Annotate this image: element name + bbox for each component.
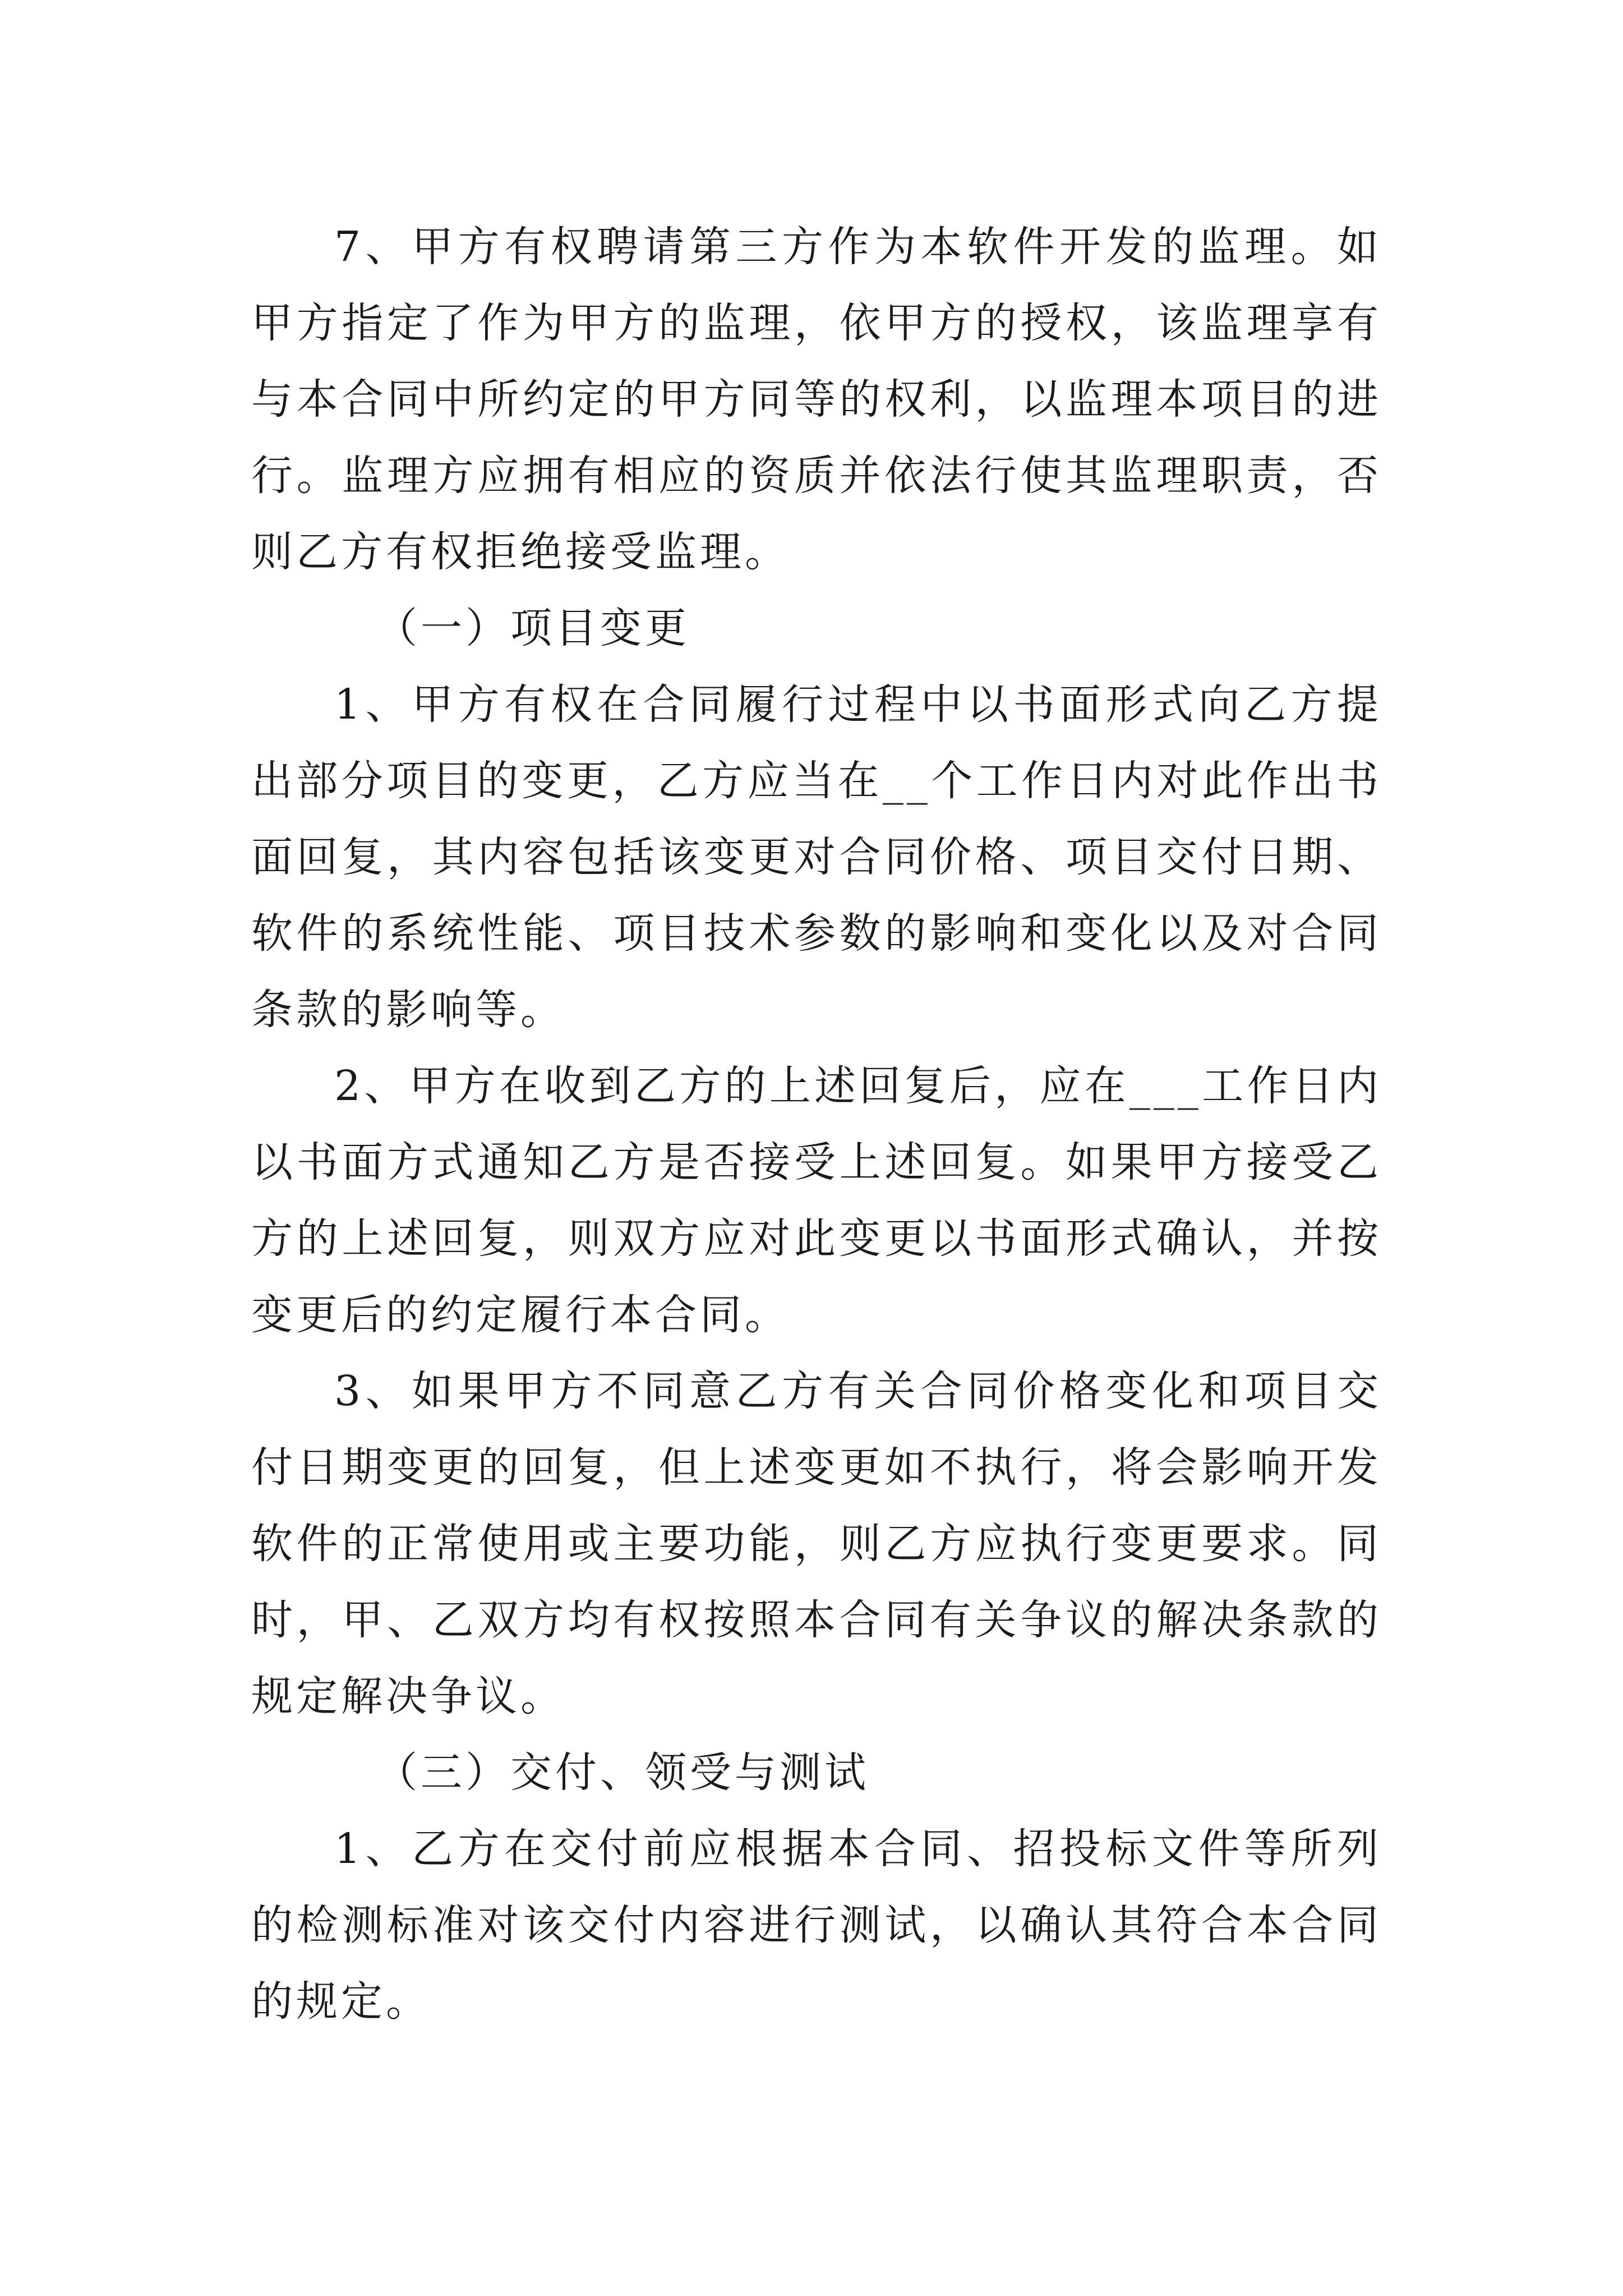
paragraph-supervision: 7、甲方有权聘请第三方作为本软件开发的监理。如甲方指定了作为甲方的监理，依甲方的授权，该监理享有与本合同中所约定的甲方同等的权利，以监理本项目的进行。监理方应拥有相应的资质并依法行使其监理职责，否则乙方有权拒绝接受监理。 xyxy=(251,223,1382,576)
paragraph-change-response: 2、甲方在收到乙方的上述回复后，应在___工作日内以书面方式通知乙方是否接受上述回复。如果甲方接受乙方的上述回复，则双方应对此变更以书面形式确认，并按变更后的约定履行本合同。 xyxy=(251,1062,1382,1339)
paragraph-change-dispute: 3、如果甲方不同意乙方有关合同价格变化和项目交付日期变更的回复，但上述变更如不执行，将会影响开发软件的正常使用或主要功能，则乙方应执行变更要求。同时，甲、乙双方均有权按照本合同有关争议的解决条款的规定解决争议。 xyxy=(251,1367,1382,1720)
paragraph-pre-delivery-test: 1、乙方在交付前应根据本合同、招投标文件等所列的检测标准对该交付内容进行测试，以确认其符合本合同的规定。 xyxy=(251,1825,1382,2026)
section-heading-project-change: （一）项目变更 xyxy=(376,604,690,652)
section-heading-delivery-testing: （三）交付、领受与测试 xyxy=(376,1749,869,1797)
document-body xyxy=(251,209,1382,2040)
paragraph-change-request: 1、甲方有权在合同履行过程中以书面形式向乙方提出部分项目的变更，乙方应当在__个工作日内对此作出书面回复，其内容包括该变更对合同价格、项目交付日期、软件的系统性能、项目技术参数的影响和变化以及对合同条款的影响等。 xyxy=(251,680,1382,1034)
